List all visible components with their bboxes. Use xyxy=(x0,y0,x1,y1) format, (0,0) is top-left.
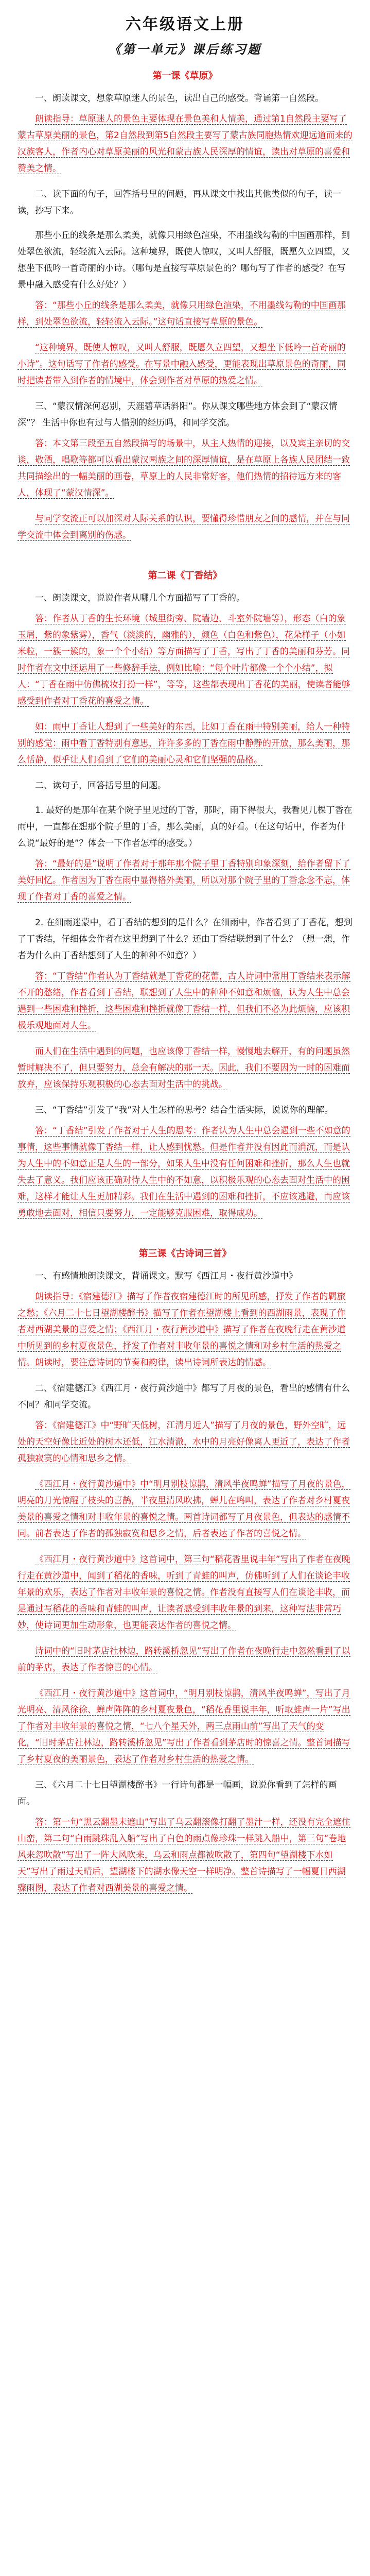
lesson-title: 第二课《丁香结》 xyxy=(148,570,222,581)
document-header xyxy=(0,0,370,57)
question: 那些小丘的线条是那么柔美，就像只用绿色渲染，不用墨线勾勒的中国画那样，到处翠色欲流，轻轻流入云际。这种境界，既使人惊叹，又叫人舒服，既愿久立四望，又想坐下低吟一首奇丽的小诗。（哪句是直接写草原景色的？哪句写了作者的感受？在写景中融入感受有什么好处？） xyxy=(17,230,350,290)
question: 1. 最好的是那年在某个院子里见过的丁香，那时，雨下得很大，我看见几棵丁香在雨中，一直都在想那个院子里的丁香，那么美丽，真的好看。（在这句话中，作者为什么说“最好的是”？体会一下作者怎样的感受。） xyxy=(17,805,353,849)
answer xyxy=(17,340,353,389)
answer-text: 《西江月・夜行黄沙道中》这首词中，“明月别枝惊鹊，清风半夜鸣蝉”，写出了月光明亮、清风徐徐、蝉声阵阵的乡村夏夜景色，“稻花香里说丰年，听取蛙声一片”写出了作者对丰收年景的喜悦之情，“七八个星天外，两三点雨山前”写出了天气的变化，“旧时茅店社林边，路转溪桥忽见”写出了作者看到茅店时的惊喜之情。整首词描写了乡村夏夜的美丽景色，表达了作者对乡村生活的热爱之情。 xyxy=(17,1688,350,1765)
question: 一、有感情地朗读课文，背诵课文。默写《西江月・夜行黄沙道中》 xyxy=(35,1271,297,1281)
answer xyxy=(17,1123,353,1222)
answer xyxy=(17,1685,353,1768)
question: 三、《六月二十七日望湖楼醉书》一行诗句都是一幅画，说说你看到了怎样的画面。 xyxy=(17,1780,337,1807)
question: 一、朗读课文，想象草原迷人的景色，读出自己的感受。背诵第一自然段。 xyxy=(35,93,324,104)
spacer xyxy=(0,219,370,227)
question: 2. 在细雨迷蒙中，看丁香结的想到的是什么？在细雨中，作者看到了丁香花，想到了丁香结，仔细体会作者在这里想到了什么？还由丁香结联想到了什么？（想一想，作者为什么由丁香结想到了人生的种种不如意？） xyxy=(17,918,353,961)
answer-text: 诗词中的“旧时茅店社林边，路转溪桥忽见”写出了作者在夜晚行走中忽然看到了以前的茅店，表达了作者惊喜的心情。 xyxy=(17,1646,350,1673)
answer xyxy=(17,1814,353,1896)
answer xyxy=(17,511,353,544)
lesson-gap xyxy=(0,1906,370,1910)
answer-text: 答：“丁香结”引发了作者对于人生的思考：作者认为人生中总会遇到一些不如意的事情，这些事情就像丁香结一样，让人感到忧愁。但是作者并没有因此而消沉，而是认为人生中的不如意正是人生的一部分，如果人生中没有任何困难和挫折，那么人生也就失去了意义。我们应该正确对待人生中的不如意，以积极乐观的心态去面对生活中的困难，这样才能让人生更加精彩。我们在生活中遇到的困难和挫折，不应该逃避，而应该勇敢地去面对，相信只要努力，一定能够克服困难，取得成功。 xyxy=(17,1126,350,1218)
question: 一、朗读课文，说说作者从哪几个方面描写了丁香的。 xyxy=(35,593,245,603)
answer-text: 与同学交流正可以加深对人际关系的认识，要懂得珍惜朋友之间的感情，并在与同学交流中体会到离别的伤感。 xyxy=(17,514,350,540)
question: 三、“蒙汉情深何忍别，天涯碧草话斜阳”。你从课文哪些地方体会到了“蒙汉情深”？ 生活中你也有过与人惜别的经历吗，和同学交流。 xyxy=(17,401,338,428)
question: 二、《宿建德江》《西江月・夜行黄沙道中》都写了月夜的景色，看出的感情有什么不同？和同学交流。 xyxy=(17,1383,350,1410)
answer xyxy=(17,1476,353,1542)
answer-text: 朗读指导：草原迷人的景色主要体现在景色美和人情美，通过第1自然段主要写了蒙古草原美丽的景色，第2自然段到第5自然段主要写了蒙古族同胞热情欢迎远道而来的汉族客人，作者内心对草原美丽的风光和蒙古族人民深厚的情谊，读出对草原的喜爱和赞美之情。 xyxy=(17,114,353,174)
question: 二、读句子，回答括号里的问题。 xyxy=(35,781,166,791)
answer-text: 《西江月・夜行黄沙道中》这首词中，第三句“稻花香里说丰年”写出了作者在夜晚行走在黄沙道中，闻到了稻花的香味，听到了青蛙的叫声，仿佛听到了人们在谈论丰收年景的欢乐，表达了作者对丰收年景的喜悦之情。作者没有直接写人们在谈论丰收，而是通过写稻花的香味和青蛙的叫声，让读者感受到丰收年景的到来，这种写法非常巧妙，使诗词更加生动形象，也更能表达作者的喜悦之情。 xyxy=(17,1554,350,1631)
answer xyxy=(17,1043,353,1093)
question: 三、“丁香结”引发了“我”对人生怎样的思考？结合生活实际，说说你的理解。 xyxy=(35,1105,333,1115)
answer xyxy=(17,1417,353,1467)
answer-text: 答：作者从丁香的生长环境（城里街旁、院墙边、斗室外院墙等），形态（白的象玉屑，紫的象紫雾），香气（淡淡的，幽雅的），颜色（白色和紫色），花朵样子（小如米粒，一簇一簇的，象一个个小结）等方面描写了丁香，写出了丁香的美丽和芬芳。同时作者在文中还运用了一些修辞手法，例如比喻：“每个叶片都像一个个小结”，拟人：“丁香在雨中仿佛梳妆打扮一样”，等等，这些都表现出丁香花的美丽，使读者能够感受到作者对丁香花的喜爱之情。 xyxy=(17,614,350,706)
answer-text: 答：第一句“黑云翻墨未遮山”写出了乌云翻滚像打翻了墨汁一样，还没有完全遮住山峦，第二句“白雨跳珠乱入船”写出了白色的雨点像珍珠一样跳入船中，第三句“卷地风来忽吹散”写出了一阵大风吹来，乌云和雨点都被吹散了，第四句“望湖楼下水如天”写出了雨过天晴后，望湖楼下的湖水像天空一样明净。整首诗描写了一幅夏日西湖骤雨图，表达了作者对西湖美景的喜爱之情。 xyxy=(17,1817,350,1893)
lessons-container xyxy=(0,69,370,1910)
lesson-gap xyxy=(0,1231,370,1235)
lesson-title: 第一课《草原》 xyxy=(152,71,218,81)
answer-text: 如：雨中丁香让人想到了一些美好的东西，比如丁香在雨中特别美丽，给人一种特别的感觉：雨中看丁香特别有意思，许许多多的丁香在雨中静静的开放，那么美丽，那么恬静，似乎让人们看到了它们的美丽心灵和它们坚强的品格。 xyxy=(17,722,350,765)
answer-text: 答：《宿建德江》中“野旷天低树，江清月近人”描写了月夜的景色，野外空旷，远处的天空好像比近处的树木还低，江水清澈，水中的月亮好像离人更近了，表达了作者孤独寂寞的心情和思乡之情。 xyxy=(17,1420,350,1464)
answer-text: 答：“最好的是”说明了作者对于那年那个院子里丁香特别印象深刻，给作者留下了美好回忆。作者因为丁香在雨中显得格外美丽，所以对那个院子里的丁香念念不忘，体现了作者对丁香的喜爱之情。 xyxy=(17,859,350,902)
lesson-gap xyxy=(0,553,370,557)
answer-text: 朗读指导：《宿建德江》描写了作者夜宿建德江时的所见所感，抒发了作者的羁旅之愁；《六月二十七日望湖楼醉书》描写了作者在望湖楼上看到的西湖雨景，表现了作者对西湖美景的喜爱之情；《西江月・夜行黄沙道中》描写了作者在夜晚行走在黄沙道中所见到的乡村夏夜景色，抒发了作者对丰收年景的喜悦之情和对乡村生活的热爱之情。朗读时，要注意诗词的节奏和韵律，读出诗词所表达的情感。 xyxy=(17,1292,346,1368)
answer-text: “这种境界，既使人惊叹，又叫人舒服，既愿久立四望，又想坐下低吟一首奇丽的小诗”。这句话写了作者的感受。在写景中融入感受，更能表现出草原景色的奇丽，同时把读者带入到作者的情境中，体会到作者对草原的热爱之情。 xyxy=(17,343,346,386)
answer-text: 答：本文第三段至五自然段描写的场景中，从主人热情的迎接，以及宾主亲切的交谈，敬酒，唱歌等都可以看出蒙汉两族之间的深厚情谊，是在草原上各族人民团结一致共同描绘出的一幅美丽的画卷，草原上的人民非常好客，他们热情的招待远方来的客人，体现了“蒙汉情深”。 xyxy=(17,438,350,498)
question: 二、读下面的句子，回答括号里的问题，再从课文中找出其他类似的句子，读一读，抄写下来。 xyxy=(17,189,341,216)
answer-text: 《西江月・夜行黄沙道中》中“明月别枝惊鹊，清风半夜鸣蝉”描写了月夜的景色，明亮的月光惊醒了枝头的喜鹊，半夜里清风吹拂，蝉儿在鸣叫，表达了作者对乡村夏夜美景的喜爱之情和对丰收年景的喜悦之情。两首诗词都写了月夜景色，但表达的感情不同。前者表达了作者的孤独寂寞和思乡之情，后者表达了作者的喜悦之情。 xyxy=(17,1479,350,1539)
lesson-title: 第三课《古诗词三首》 xyxy=(138,1248,232,1259)
document-subtitle: 《第一单元》课后练习题 xyxy=(109,42,261,57)
answer xyxy=(17,111,353,177)
answer-text: 答：“那些小丘的线条是那么柔美，就像只用绿色渲染，不用墨线勾勒的中国画那样，到处翠色欲流，轻轻流入云际。”这句话直接写草原的景色。 xyxy=(17,300,346,327)
answer xyxy=(17,435,353,501)
answer xyxy=(17,297,353,330)
answer xyxy=(17,968,353,1034)
answer-text: 答：“丁香结”作者认为丁香结就是丁香花的花蕾，古人诗词中常用丁香结来表示解不开的愁绪，作者看到丁香结，联想到了人生中的种种不如意和烦恼，认为人生中总会遇到一些困难和挫折，这些困难和挫折就像丁香结一样，但我们不必为此烦恼，应该积极乐观地面对人生。 xyxy=(17,971,350,1031)
spacer xyxy=(0,794,370,802)
answer xyxy=(17,856,353,905)
document-title: 六年级语文上册 xyxy=(126,15,244,33)
answer-text: 而人们在生活中遇到的问题，也应该像丁香结一样，慢慢地去解开，有的问题虽然暂时解决不了，但只要努力，总会有解决的那一天。因此，我们不要因为一时的困难而放弃，应该保持乐观积极的心态去面对生活中的挑战。 xyxy=(17,1046,350,1090)
answer xyxy=(17,611,353,709)
answer xyxy=(17,719,353,768)
answer xyxy=(17,1289,353,1371)
answer xyxy=(17,1643,353,1676)
answer xyxy=(17,1551,353,1634)
